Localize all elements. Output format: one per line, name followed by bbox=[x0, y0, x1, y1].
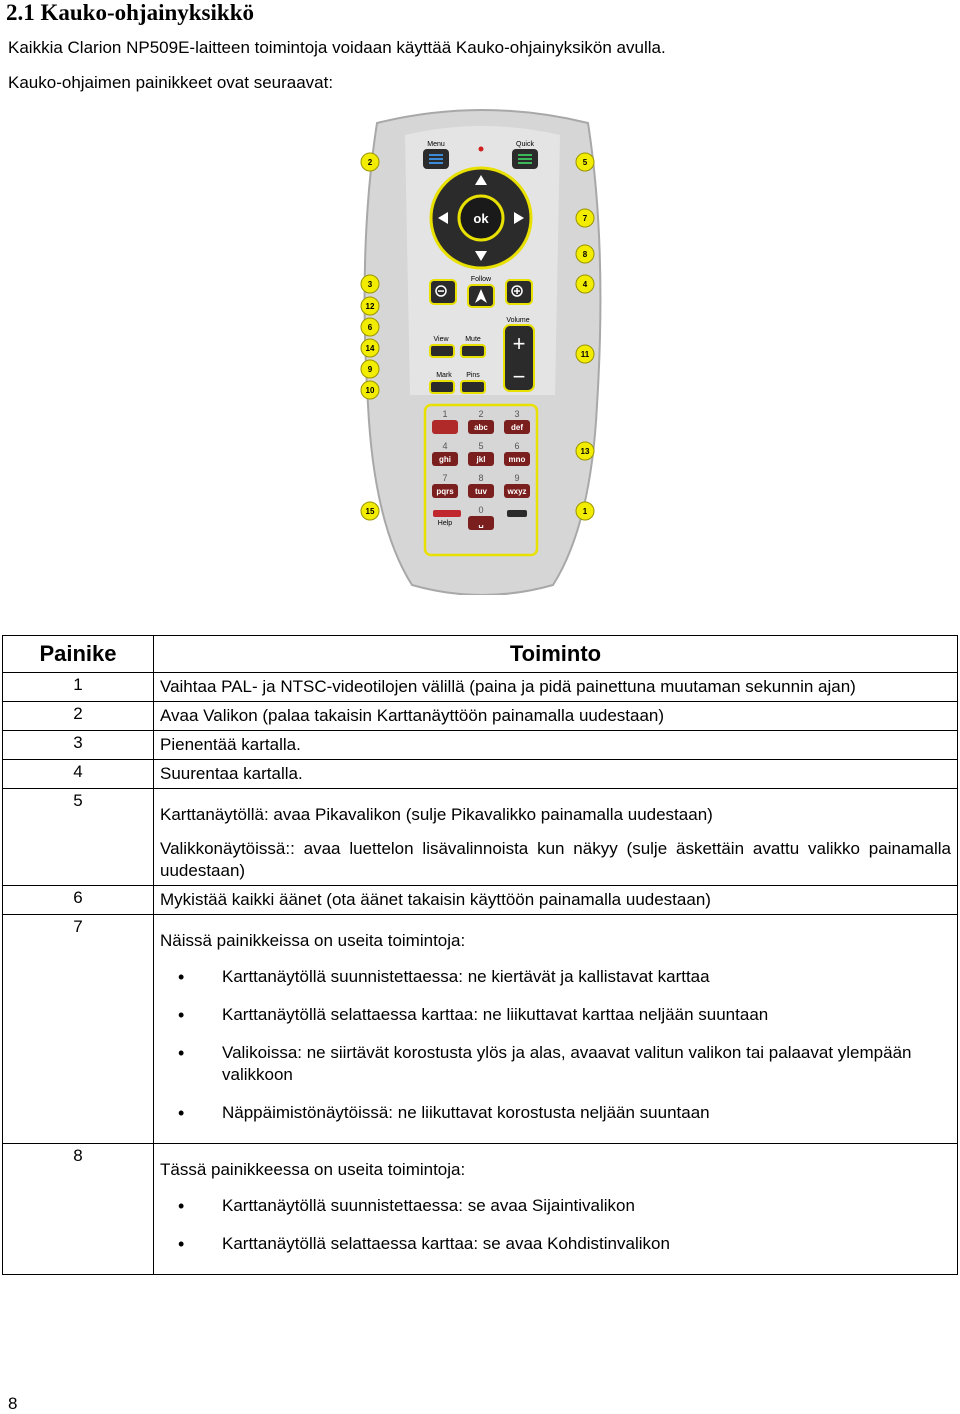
button-function bbox=[154, 760, 958, 789]
keypad-letters: abc bbox=[474, 423, 488, 432]
keypad-digit: 5 bbox=[478, 441, 484, 451]
keypad-button bbox=[432, 420, 458, 434]
button-function bbox=[154, 731, 958, 760]
zoom-out-button bbox=[430, 280, 456, 304]
keypad-letters: ␣ bbox=[478, 519, 484, 528]
callout-number: 5 bbox=[582, 158, 588, 167]
callout-number: 13 bbox=[580, 447, 590, 456]
table-row bbox=[3, 673, 958, 702]
list-item: • Karttanäytöllä selattaessa karttaa: ne liikuttavat karttaa neljään suuntaan bbox=[222, 1004, 951, 1026]
callout-number: 1 bbox=[582, 507, 588, 516]
table-row bbox=[3, 789, 958, 886]
function-text: Avaa Valikon (palaa takaisin Karttanäyttöön painamalla uudestaan) bbox=[160, 706, 665, 725]
table-row bbox=[3, 731, 958, 760]
mark-button bbox=[430, 381, 454, 393]
volume-down-icon: − bbox=[512, 364, 526, 389]
button-number: 6 bbox=[3, 886, 154, 915]
button-function bbox=[154, 1144, 958, 1275]
button-number: 5 bbox=[3, 789, 154, 886]
callout-number: 6 bbox=[367, 323, 373, 332]
intro-text: Kauko-ohjaimen painikkeet ovat seuraavat: bbox=[8, 73, 334, 92]
button-number: 1 bbox=[3, 673, 154, 702]
function-text: Pienentää kartalla. bbox=[160, 735, 301, 754]
help-label: Help bbox=[437, 520, 453, 527]
ok-label: ok bbox=[473, 211, 489, 226]
callout-number: 11 bbox=[580, 350, 590, 359]
keypad-digit: 0 bbox=[478, 505, 484, 515]
button-number: 2 bbox=[3, 702, 154, 731]
menu-label: Menu bbox=[427, 141, 445, 148]
list-item: • Karttanäytöllä suunnistettaessa: se avaa Sijaintivalikon bbox=[222, 1195, 951, 1217]
table-row bbox=[3, 915, 958, 1144]
view-label: View bbox=[433, 336, 449, 343]
function-text: Suurentaa kartalla. bbox=[160, 764, 303, 783]
list-item: • Valikoissa: ne siirtävät korostusta ylös ja alas, avaavat valitun valikon tai palaavat ylempään valikkoon bbox=[222, 1042, 951, 1086]
keypad-letters: jkl bbox=[476, 455, 486, 464]
function-text: Mykistää kaikki äänet (ota äänet takaisin käyttöön painamalla uudestaan) bbox=[160, 890, 711, 909]
table-row bbox=[3, 702, 958, 731]
mark-label: Mark bbox=[436, 372, 452, 379]
list-item: • Karttanäytöllä selattaessa karttaa: se avaa Kohdistinvalikon bbox=[222, 1233, 951, 1255]
column-header: Painike bbox=[3, 636, 154, 673]
button-function-table bbox=[2, 635, 958, 1275]
view-button bbox=[430, 345, 454, 357]
callout-number: 9 bbox=[367, 365, 373, 374]
keypad-letters: wxyz bbox=[507, 487, 527, 496]
keypad-digit: 8 bbox=[478, 473, 484, 483]
keypad-digit: 3 bbox=[514, 409, 520, 419]
pins-label: Pins bbox=[466, 372, 480, 379]
page-number: 8 bbox=[8, 1394, 18, 1413]
button-function bbox=[154, 789, 958, 886]
callout-number: 14 bbox=[365, 344, 375, 353]
callout-number: 12 bbox=[365, 302, 375, 311]
callout-number: 4 bbox=[582, 280, 588, 289]
function-text: Karttanäytöllä: avaa Pikavalikon (sulje Pikavalikko painamalla uudestaan) bbox=[160, 805, 713, 824]
list-item: • Karttanäytöllä suunnistettaessa: ne kiertävät ja kallistavat karttaa bbox=[222, 966, 951, 988]
button-number: 7 bbox=[3, 915, 154, 1144]
intro-text: Kaikkia Clarion NP509E-laitteen toimintoja voidaan käyttää Kauko-ohjainyksikön avulla. bbox=[8, 38, 666, 57]
button-number: 4 bbox=[3, 760, 154, 789]
callout-number: 15 bbox=[365, 507, 375, 516]
keypad-letters: def bbox=[511, 423, 523, 432]
volume-up-icon: + bbox=[512, 331, 526, 356]
quick-label: Quick bbox=[516, 141, 534, 148]
list-item: • Näppäimistönäytöissä: ne liikuttavat korostusta neljään suuntaan bbox=[222, 1102, 951, 1124]
function-text: Näissä painikkeissa on useita toimintoja: bbox=[160, 931, 466, 950]
function-bullet-list bbox=[160, 966, 951, 1124]
keypad-digit: 1 bbox=[442, 409, 448, 419]
keypad-digit: 2 bbox=[478, 409, 484, 419]
callout-number: 8 bbox=[582, 250, 588, 259]
keypad-digit: 6 bbox=[514, 441, 520, 451]
function-text: Tässä painikkeessa on useita toimintoja: bbox=[160, 1160, 466, 1179]
pins-button bbox=[461, 381, 485, 393]
callout-number: 3 bbox=[367, 280, 373, 289]
button-function bbox=[154, 673, 958, 702]
callout-number: 2 bbox=[367, 158, 373, 167]
function-text: Vaihtaa PAL- ja NTSC-videotilojen välillä (paina ja pidä painettuna muutaman sekunnin ajan) bbox=[160, 677, 856, 696]
zoom-in-button bbox=[506, 280, 532, 304]
table-row bbox=[3, 760, 958, 789]
keypad-digit: 4 bbox=[442, 441, 448, 451]
section-heading: 2.1 Kauko-ohjainyksikkö bbox=[6, 0, 254, 25]
callout-number: 7 bbox=[582, 214, 588, 223]
table-row bbox=[3, 886, 958, 915]
keypad-letters: pqrs bbox=[436, 487, 454, 496]
button-function bbox=[154, 915, 958, 1144]
remote-control-diagram bbox=[355, 105, 610, 595]
follow-label: Follow bbox=[470, 276, 492, 283]
callout-number: 10 bbox=[365, 386, 375, 395]
help-button bbox=[433, 510, 461, 517]
status-led bbox=[479, 147, 484, 152]
button-number: 8 bbox=[3, 1144, 154, 1275]
keypad-letters: ghi bbox=[439, 455, 451, 464]
keypad-letters: mno bbox=[508, 455, 526, 464]
button-function bbox=[154, 702, 958, 731]
function-text: Valikkonäytöissä:: avaa luettelon lisävalinnoista kun näkyy (sulje äskettäin avattu valikko painamalla uudestaan) bbox=[160, 839, 951, 880]
button-number: 3 bbox=[3, 731, 154, 760]
mute-button bbox=[461, 345, 485, 357]
keypad-letters: tuv bbox=[475, 487, 487, 496]
mute-label: Mute bbox=[465, 336, 481, 343]
table-row bbox=[3, 1144, 958, 1275]
keypad-digit: 9 bbox=[514, 473, 520, 483]
keypad-digit: 7 bbox=[442, 473, 448, 483]
function-bullet-list bbox=[160, 1195, 951, 1255]
power-button bbox=[507, 510, 527, 517]
column-header: Toiminto bbox=[154, 636, 958, 673]
volume-label: Volume bbox=[506, 317, 530, 324]
button-function bbox=[154, 886, 958, 915]
